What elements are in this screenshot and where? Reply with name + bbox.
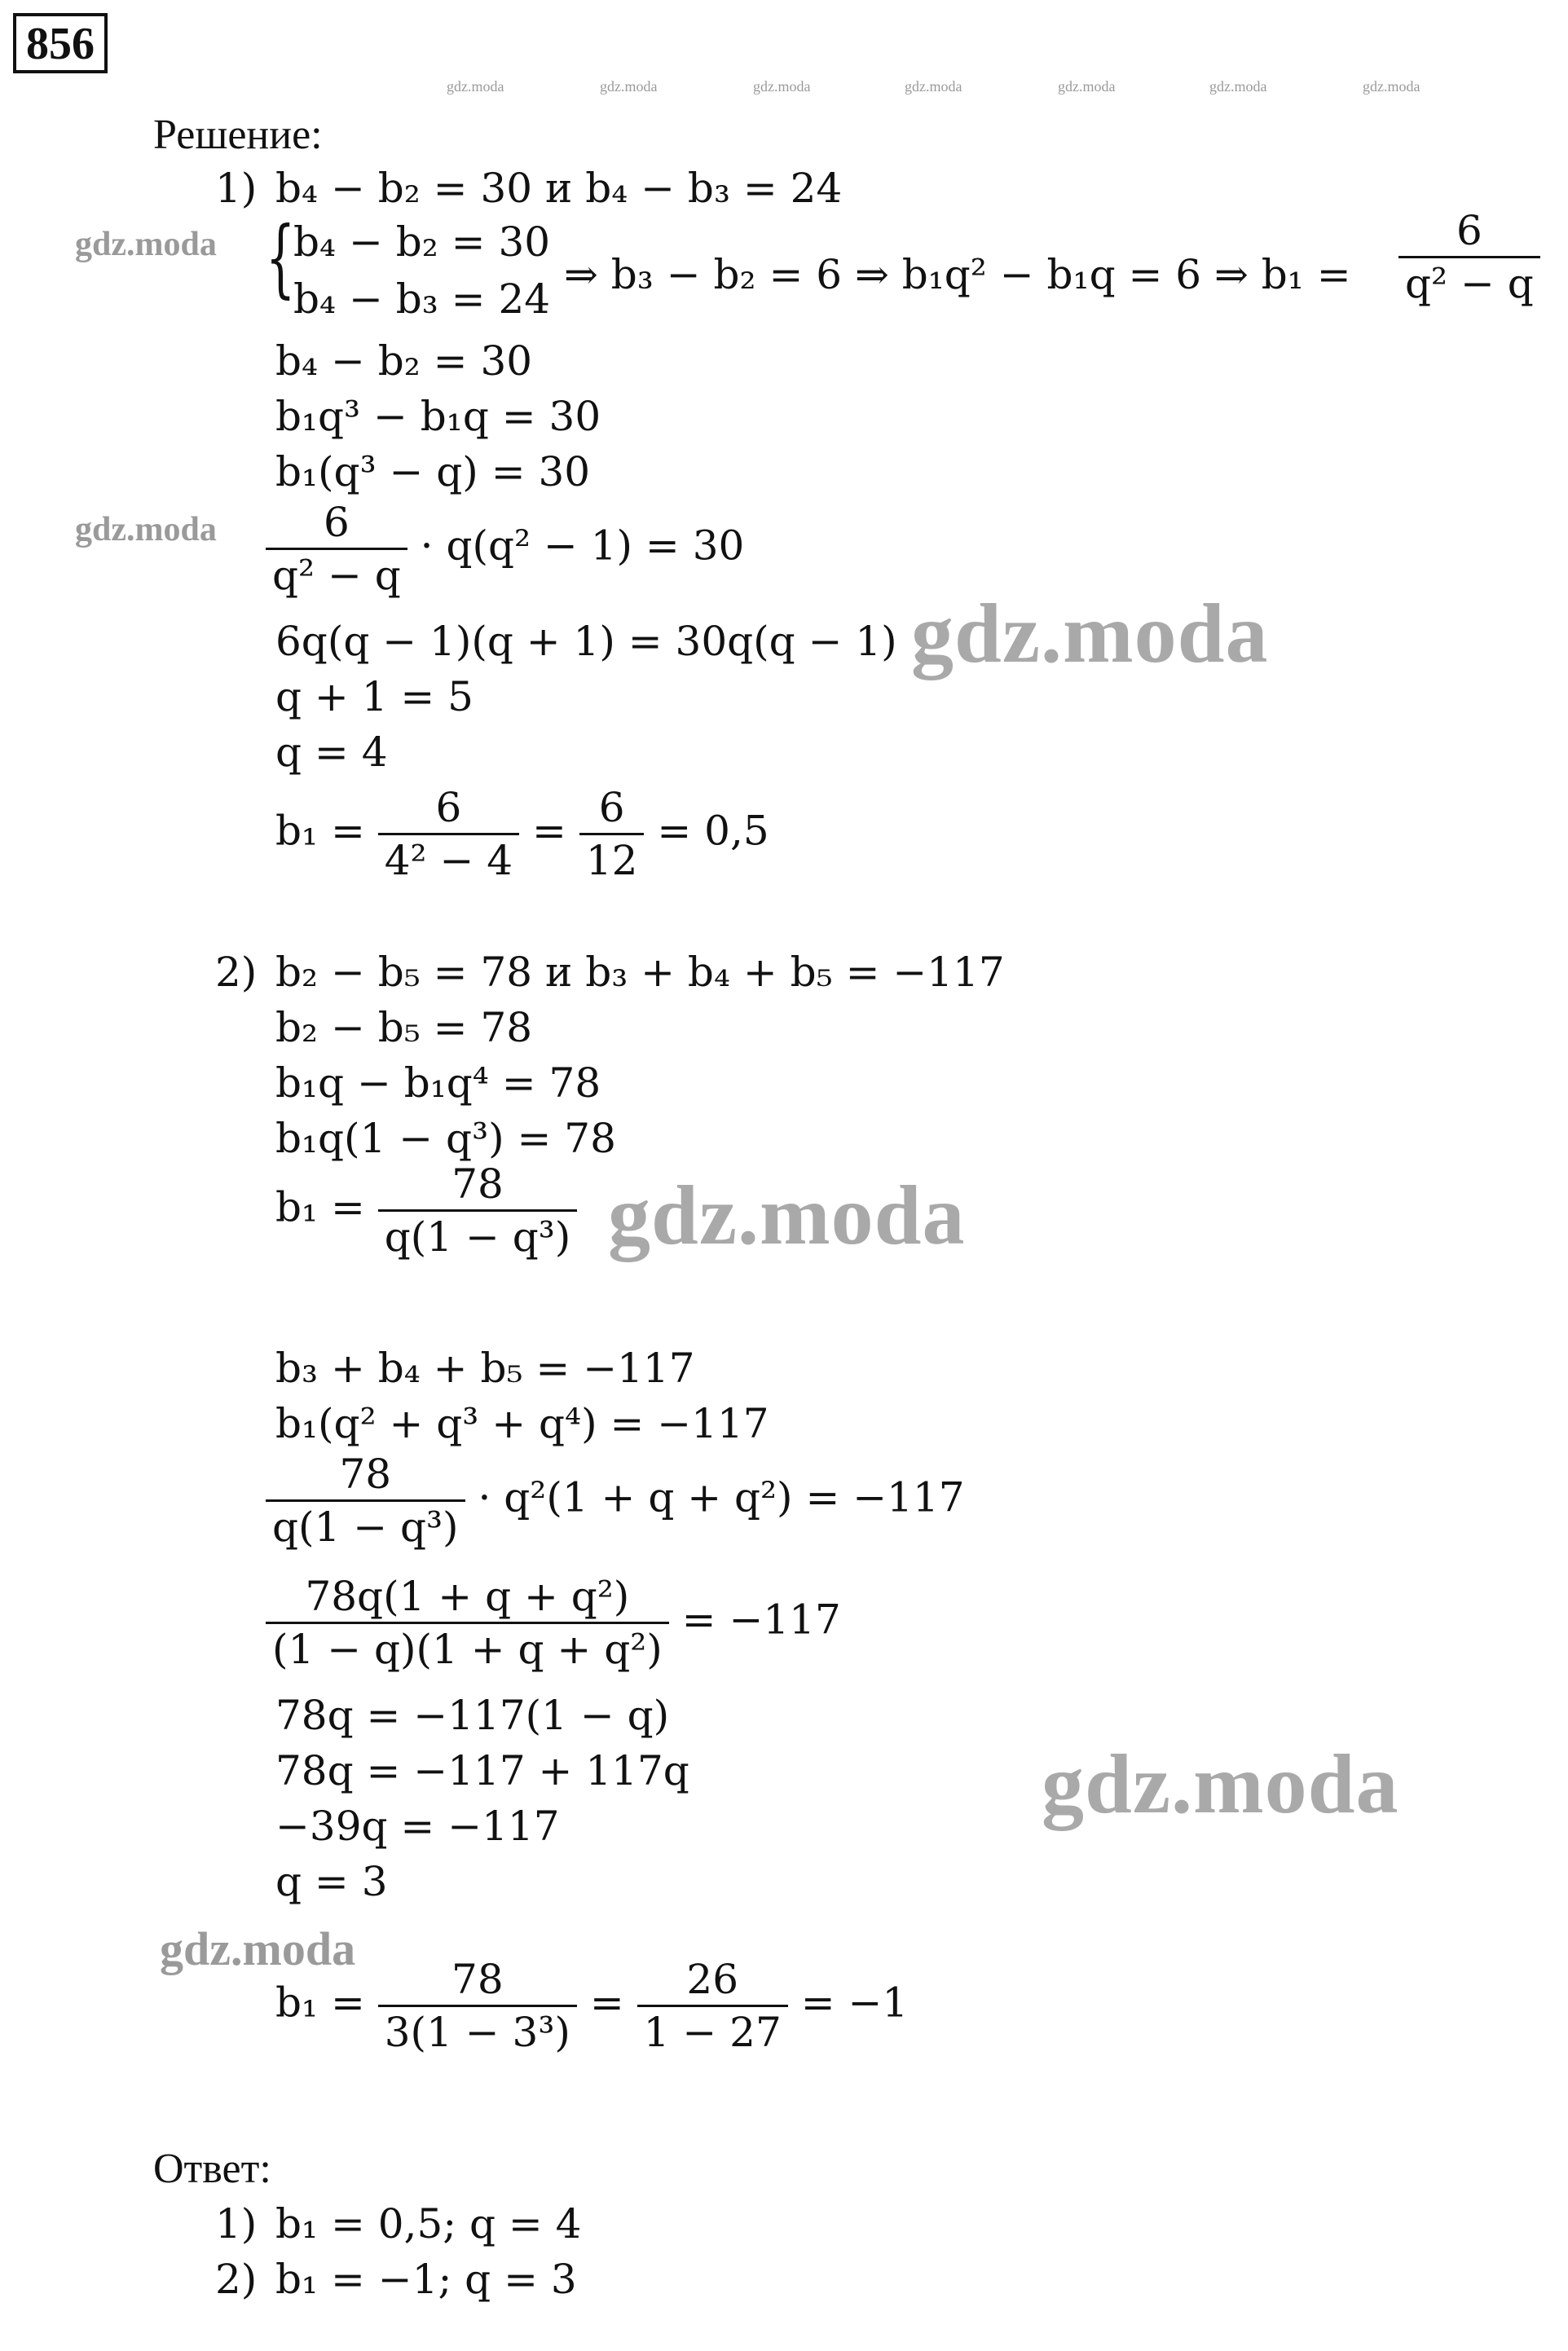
part1-step-fraction — [266, 499, 745, 599]
result-value: = −1 — [800, 1979, 909, 2027]
watermark: gdz.moda — [911, 587, 1269, 680]
part2-step: 78q = −117(1 − q) — [275, 1692, 670, 1739]
answer-label: Ответ: — [153, 2146, 271, 2192]
fraction-numerator: 6 — [435, 784, 462, 831]
part1-step: b₁(q³ − q) = 30 — [275, 448, 591, 495]
fraction-denominator: 12 — [579, 833, 645, 881]
part2-step-fraction — [275, 1160, 577, 1261]
fraction-tail: = −117 — [681, 1596, 841, 1644]
fraction-numerator: 6 — [598, 784, 625, 831]
part2-step: b₁(q² + q³ + q⁴) = −117 — [275, 1400, 769, 1447]
watermark-header: gdz.moda — [1058, 78, 1116, 95]
watermark: gdz.moda — [75, 511, 217, 548]
fraction-denominator: q(1 − q³) — [378, 1209, 578, 1257]
part2-step: q = 3 — [275, 1858, 388, 1905]
fraction-tail: · q²(1 + q + q²) = −117 — [478, 1473, 965, 1521]
part1-step: 6q(q − 1)(q + 1) = 30q(q − 1) — [275, 618, 897, 665]
watermark-header: gdz.moda — [447, 78, 504, 95]
equals-sign: = — [589, 1979, 624, 2027]
part2-step: 78q = −117 + 117q — [275, 1747, 689, 1794]
fraction-denominator: q(1 − q³) — [266, 1499, 465, 1548]
part1-result — [275, 784, 769, 884]
fraction-numerator: 78q(1 + q + q²) — [305, 1573, 630, 1620]
fraction-denominator: q² − q — [266, 548, 407, 596]
watermark: gdz.moda — [1042, 1737, 1399, 1831]
system-brace: { — [266, 208, 296, 307]
result-lhs: b₁ = — [275, 1183, 365, 1231]
fraction-numerator: 78 — [339, 1451, 392, 1498]
answer-text: b₁ = 0,5; q = 4 — [275, 2200, 582, 2248]
fraction-denominator: 1 − 27 — [637, 2005, 788, 2053]
part2-result — [275, 1956, 909, 2056]
solution-label: Решение: — [153, 112, 323, 158]
result-value: = 0,5 — [657, 807, 769, 855]
answer-number: 1) — [215, 2200, 258, 2248]
system-line-2: b₄ − b₃ = 24 — [293, 275, 551, 323]
watermark-header: gdz.moda — [600, 78, 658, 95]
answer-text: b₁ = −1; q = 3 — [275, 2256, 577, 2303]
watermark-header: gdz.moda — [905, 78, 962, 95]
answer-number: 2) — [215, 2256, 258, 2303]
fraction-numerator: 78 — [451, 1160, 504, 1208]
equals-sign: = — [532, 807, 566, 855]
part1-condition: b₄ − b₂ = 30 и b₄ − b₃ = 24 — [275, 165, 843, 212]
watermark-header: gdz.moda — [1209, 78, 1267, 95]
fraction-denominator: 4² − 4 — [378, 833, 519, 881]
fraction-numerator: 78 — [451, 1956, 504, 2003]
fraction-tail: · q(q² − 1) = 30 — [420, 522, 745, 570]
part2-number: 2) — [215, 949, 258, 996]
part2-step: b₂ − b₅ = 78 — [275, 1004, 533, 1051]
watermark: gdz.moda — [75, 226, 217, 263]
part2-condition: b₂ − b₅ = 78 и b₃ + b₄ + b₅ = −117 — [275, 949, 1005, 996]
watermark: gdz.moda — [608, 1169, 966, 1262]
part1-step: b₁q³ − b₁q = 30 — [275, 393, 601, 440]
part1-step: q + 1 = 5 — [275, 673, 473, 720]
part2-step-fraction — [266, 1573, 841, 1673]
part2-step: b₁q(1 − q³) = 78 — [275, 1115, 616, 1162]
part1-step: b₄ − b₂ = 30 — [275, 337, 533, 385]
part2-step: b₃ + b₄ + b₅ = −117 — [275, 1345, 695, 1392]
watermark-header: gdz.moda — [1363, 78, 1420, 95]
part2-step-fraction — [266, 1451, 965, 1551]
fraction-numerator: 6 — [323, 499, 350, 546]
problem-number: 856 — [13, 13, 108, 73]
watermark: gdz.moda — [160, 1922, 356, 1975]
part2-step: b₁q − b₁q⁴ = 78 — [275, 1059, 601, 1107]
fraction-denominator: 3(1 − 3³) — [378, 2005, 577, 2053]
watermark-header: gdz.moda — [753, 78, 811, 95]
implication-fraction — [1398, 207, 1540, 307]
fraction-denominator: (1 − q)(1 + q + q²) — [266, 1622, 669, 1670]
implication-chain: ⇒ b₃ − b₂ = 6 ⇒ b₁q² − b₁q = 6 ⇒ b₁ = — [564, 251, 1351, 298]
fraction-numerator: 26 — [686, 1956, 739, 2003]
part1-number: 1) — [215, 165, 258, 212]
part1-step: q = 4 — [275, 729, 388, 776]
result-lhs: b₁ = — [275, 1979, 365, 2027]
fraction-numerator: 6 — [1456, 207, 1482, 254]
part2-step: −39q = −117 — [275, 1803, 560, 1850]
system-line-1: b₄ − b₂ = 30 — [293, 218, 551, 266]
fraction-denominator: q² − q — [1398, 256, 1540, 304]
result-lhs: b₁ = — [275, 807, 365, 855]
